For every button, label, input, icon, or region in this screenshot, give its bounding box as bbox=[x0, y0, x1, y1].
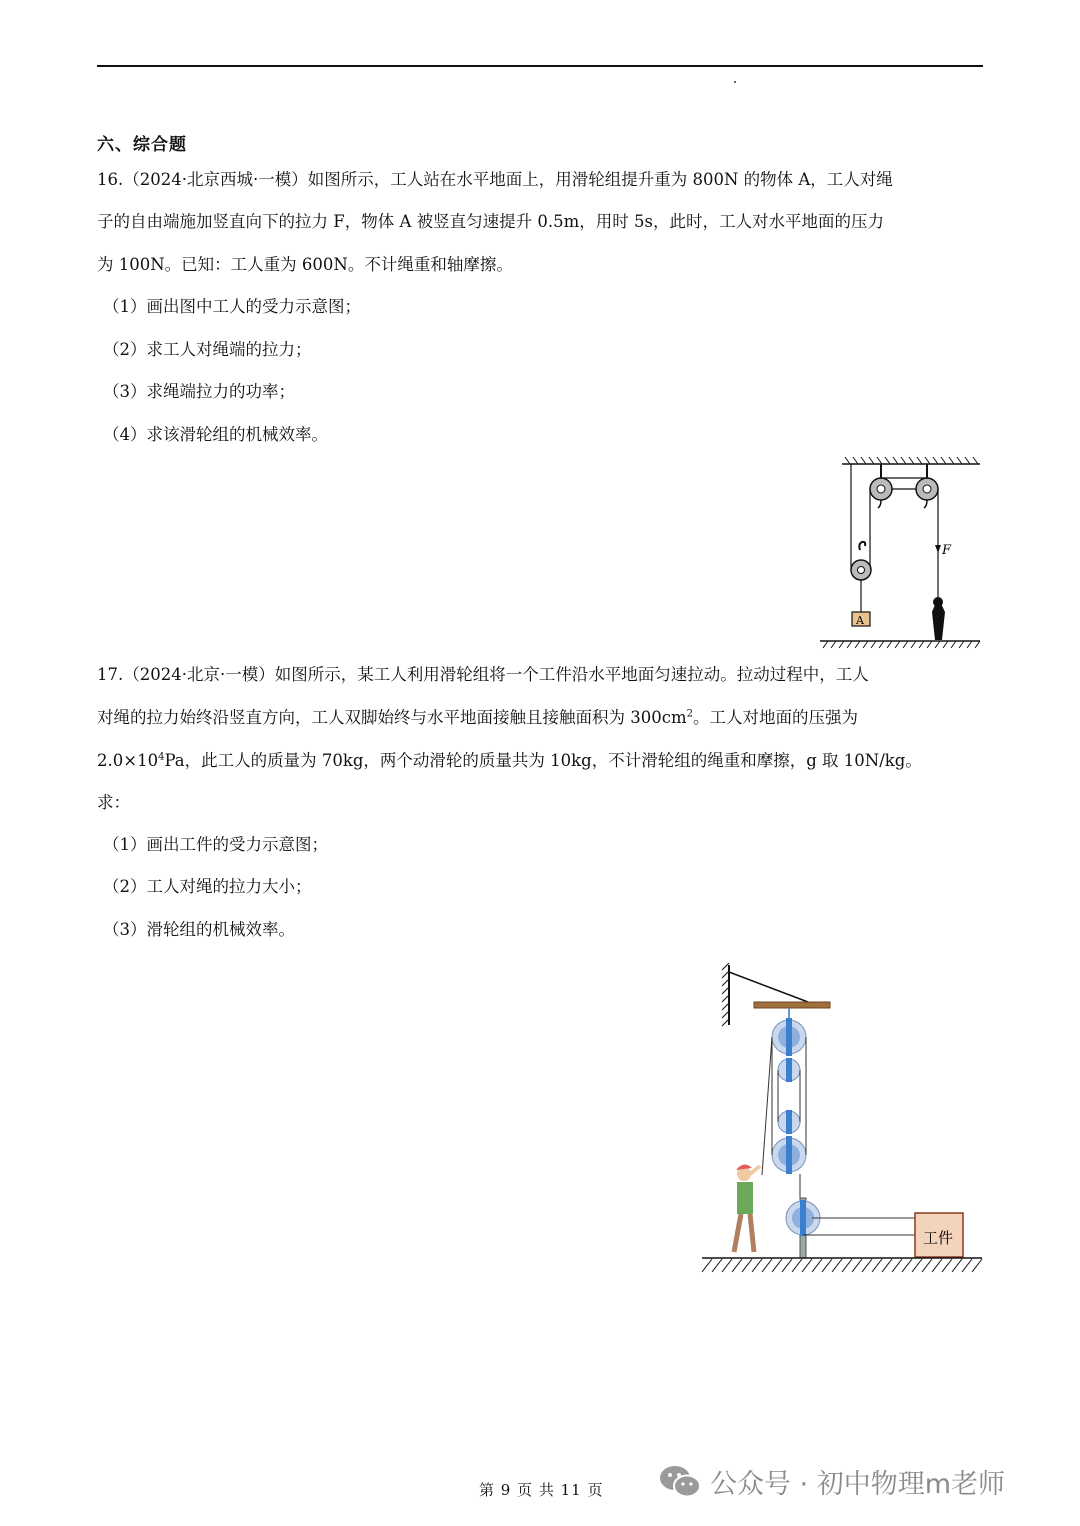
q16-line-1: 16.（2024·北京西城·一模）如图所示，工人站在水平地面上，用滑轮组提升重为 800N 的物体 A，工人对绳 bbox=[97, 170, 893, 189]
wechat-icon bbox=[658, 1463, 702, 1501]
block-a-label: A bbox=[856, 614, 864, 627]
q16-item-1: （1）画出图中工人的受力示意图； bbox=[103, 297, 361, 316]
q17-pulley-figure bbox=[700, 960, 985, 1280]
stray-dot bbox=[734, 81, 736, 83]
workpiece-label: 工件 bbox=[923, 1229, 954, 1247]
q16-item-3: （3）求绳端拉力的功率； bbox=[103, 382, 295, 401]
section-title: 六、综合题 bbox=[97, 135, 187, 155]
q16-pulley-figure bbox=[815, 452, 985, 652]
q16-line-2: 子的自由端施加竖直向下的拉力 F，物体 A 被竖直匀速提升 0.5m，用时 5s，此时，工人对水平地面的压力 bbox=[97, 212, 884, 231]
q17-item-2: （2）工人对绳的拉力大小； bbox=[103, 877, 312, 896]
page-footer: 第 9 页 共 11 页 bbox=[479, 1481, 604, 1499]
q17-line-1: 17.（2024·北京·一模）如图所示，某工人利用滑轮组将一个工件沿水平地面匀速拉动。拉动过程中，工人 bbox=[97, 665, 869, 684]
q17-line-2 bbox=[97, 704, 858, 728]
q17-line-2a: 对绳的拉力始终沿竖直方向，工人双脚始终与水平地面接触且接触面积为 300cm bbox=[97, 708, 687, 727]
q17-line-3a: 2.0×10 bbox=[97, 751, 159, 770]
q16-item-4: （4）求该滑轮组的机械效率。 bbox=[103, 425, 328, 444]
q17-line-3 bbox=[97, 747, 922, 771]
watermark bbox=[658, 1462, 1005, 1501]
q17-line-3-sup: 4 bbox=[158, 751, 165, 763]
q16-line-3: 为 100N。已知：工人重为 600N。不计绳重和轴摩擦。 bbox=[97, 255, 513, 274]
header-rule bbox=[97, 65, 983, 67]
q17-line-4: 求： bbox=[97, 793, 130, 812]
q17-line-2b: 。工人对地面的压强为 bbox=[693, 708, 859, 727]
q17-line-2-sup: 2 bbox=[686, 708, 694, 720]
q17-line-3b: Pa，此工人的质量为 70kg，两个动滑轮的质量共为 10kg，不计滑轮组的绳重和摩擦，g 取 10N/kg。 bbox=[164, 751, 922, 770]
q17-item-3: （3）滑轮组的机械效率。 bbox=[103, 920, 295, 939]
q17-item-1: （1）画出工件的受力示意图； bbox=[103, 835, 328, 854]
watermark-text: 公众号 · 初中物理m老师 bbox=[710, 1469, 1006, 1500]
q16-item-2: （2）求工人对绳端的拉力； bbox=[103, 340, 312, 359]
force-label: F bbox=[942, 543, 952, 558]
